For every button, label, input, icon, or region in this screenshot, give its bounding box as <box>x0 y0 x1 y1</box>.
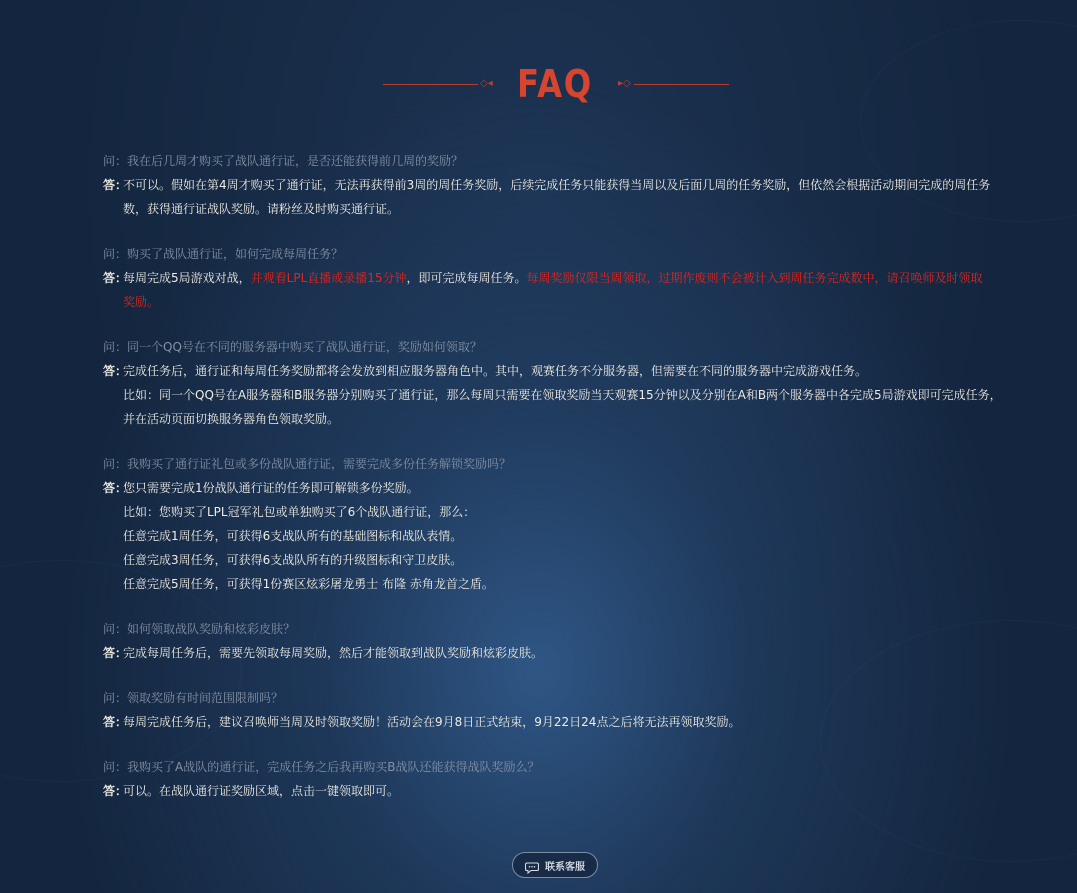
faq-answer <box>103 173 1003 221</box>
answer-text: 不可以。假如在第4周才购买了通行证，无法再获得前3周的周任务奖励，后续完成任务只能获得当周以及后面几周的任务奖励，但依然会根据活动期间完成的周任务数，获得通行证战队奖励。请粉丝及时购买通行证。 <box>123 178 991 216</box>
answer-prefix: 答： <box>103 364 128 378</box>
answer-prefix: 答： <box>103 271 128 285</box>
answer-text <box>123 266 993 314</box>
header-divider-right <box>634 84 729 85</box>
answer-example-line: 并在活动页面切换服务器角色领取奖励。 <box>123 412 340 426</box>
faq-item <box>103 452 1003 596</box>
answer-text: 每周完成任务后，建议召唤师当周及时领取奖励！活动会在9月8日正式结束，9月22日24点之后将无法再领取奖励。 <box>123 715 741 729</box>
faq-answer <box>103 359 1003 383</box>
faq-header <box>0 58 1077 110</box>
faq-item <box>103 755 1003 803</box>
faq-question: 问：如何领取战队奖励和炫彩皮肤？ <box>103 622 296 636</box>
faq-item <box>103 149 1003 221</box>
contact-support-button[interactable] <box>512 852 598 878</box>
faq-answer <box>103 710 1003 734</box>
faq-question: 问：领取奖励有时间范围限制吗？ <box>103 691 284 705</box>
faq-question: 问：同一个QQ号在不同的服务器中购买了战队通行证，奖励如何领取？ <box>103 340 482 354</box>
answer-text: 完成任务后，通行证和每周任务奖励都将会发放到相应服务器角色中。其中，观赛任务不分服务器，但需要在不同的服务器中完成游戏任务。 <box>123 364 868 378</box>
faq-answer <box>103 641 1003 665</box>
header-ornament-right: ▸◇ <box>618 78 631 89</box>
faq-question: 问：我购买了A战队的通行证，完成任务之后我再购买B战队还能获得战队奖励么？ <box>103 760 540 774</box>
answer-text: 可以。在战队通行证奖励区域，点击一键领取即可。 <box>123 784 400 798</box>
faq-answer <box>103 779 1003 803</box>
answer-example-line: 比如：同一个QQ号在A服务器和B服务器分别购买了通行证，那么每周只需要在领取奖励当天观赛15分钟以及分别在A和B两个服务器中各完成5局游戏即可完成任务， <box>123 388 1002 402</box>
answer-prefix: 答： <box>103 178 128 192</box>
faq-item <box>103 686 1003 734</box>
faq-answer <box>103 266 1003 314</box>
contact-support-label: 联系客服 <box>545 861 585 873</box>
header-ornament-left: ◇◂ <box>480 78 493 89</box>
faq-item <box>103 617 1003 665</box>
answer-prefix: 答： <box>103 715 128 729</box>
answer-text-part: ，即可完成每周任务。 <box>406 271 527 285</box>
answer-text: 完成每周任务后，需要先领取每周奖励，然后才能领取到战队奖励和炫彩皮肤。 <box>123 646 544 660</box>
answer-highlight: 每周奖励仅限当周领取，过期作废则不会被计入到周任务完成数中，请召唤师及时领取奖励。 <box>123 271 983 309</box>
faq-question: 问：购买了战队通行证，如何完成每周任务？ <box>103 247 344 261</box>
faq-answer <box>103 476 1003 500</box>
answer-prefix: 答： <box>103 646 128 660</box>
page-title: FAQ <box>517 62 593 106</box>
faq-question: 问：我购买了通行证礼包或多份战队通行证，需要完成多份任务解锁奖励吗？ <box>103 457 512 471</box>
faq-item <box>103 335 1003 431</box>
answer-prefix: 答： <box>103 481 128 495</box>
answer-highlight: 并观看LPL直播或录播15分钟 <box>250 271 407 285</box>
chat-bubble-icon <box>525 859 539 871</box>
answer-prefix: 答： <box>103 784 128 798</box>
answer-example-line: 任意完成5周任务，可获得1份赛区炫彩屠龙勇士 布隆 赤角龙首之盾。 <box>123 577 494 591</box>
answer-text: 您只需要完成1份战队通行证的任务即可解锁多份奖励。 <box>123 481 419 495</box>
answer-example-line: 比如：您购买了LPL冠军礼包或单独购买了6个战队通行证，那么： <box>123 505 476 519</box>
faq-question: 问：我在后几周才购买了战队通行证，是否还能获得前几周的奖励？ <box>103 154 464 168</box>
answer-example-line: 任意完成1周任务，可获得6支战队所有的基础图标和战队表情。 <box>123 529 463 543</box>
faq-list <box>103 149 1003 824</box>
faq-item <box>103 242 1003 314</box>
answer-text-part: 每周完成5局游戏对战， <box>123 271 251 285</box>
header-divider-left <box>383 84 478 85</box>
answer-example-line: 任意完成3周任务，可获得6支战队所有的升级图标和守卫皮肤。 <box>123 553 463 567</box>
